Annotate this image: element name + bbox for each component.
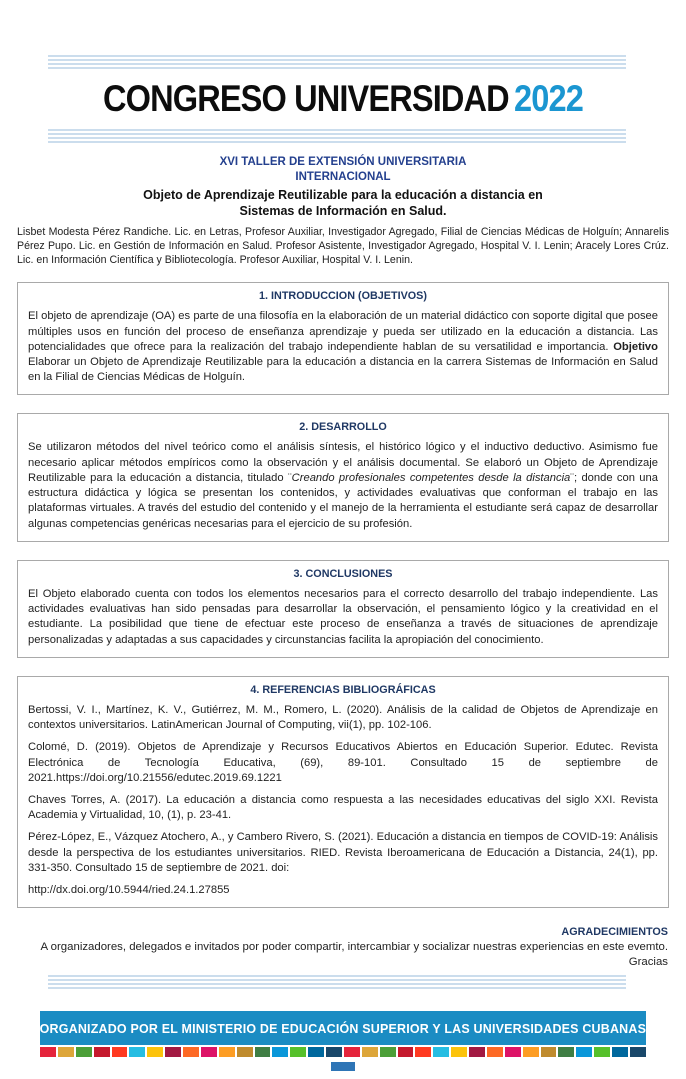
bottom-blue-dash (331, 1062, 355, 1071)
congress-title-text: CONGRESO UNIVERSIDAD (103, 78, 509, 119)
section-desarrollo-body (28, 440, 658, 531)
sdg-color-square (326, 1047, 342, 1057)
sdg-color-square (541, 1047, 557, 1057)
section-conclusiones-heading: 3. CONCLUSIONES (293, 567, 393, 580)
sdg-color-square (76, 1047, 92, 1057)
section-referencias-heading: 4. REFERENCIAS BIBLIOGRÁFICAS (250, 683, 436, 696)
sdg-color-square (219, 1047, 235, 1057)
section-conclusiones (17, 560, 669, 658)
sdg-color-square (237, 1047, 253, 1057)
section-introduccion (17, 282, 669, 395)
sdg-color-square (272, 1047, 288, 1057)
intro-text-2: Elaborar un Objeto de Aprendizaje Reutilizable para la educación a distancia en la carrera Sistemas de Información en Salud en la Filial de Ciencias Médicas de Holguín. (28, 355, 658, 384)
sdg-color-square (58, 1047, 74, 1057)
desarrollo-text-2: ¨; donde con una estructura didáctica y lógica se presentan los contenidos, y actividades evaluativas que conforman el trabajo en las plataformas virtuales. A través del estudio del contenido y el manejo de la herramienta el estudiante será capaz de desarrollar algunas competencias genéricas necesarias para el ejercicio de su profesión. (28, 471, 658, 530)
paper-title-line1: Objeto de Aprendizaje Reutilizable para la educación a distancia en (143, 187, 543, 202)
sdg-color-square (112, 1047, 128, 1057)
sdg-color-square (183, 1047, 199, 1057)
organizer-banner-text: ORGANIZADO POR EL MINISTERIO DE EDUCACIÓN SUPERIOR Y LAS UNIVERSIDADES CUBANAS (39, 1020, 647, 1036)
decorative-stripes-under-title (48, 129, 626, 143)
sdg-color-square (129, 1047, 145, 1057)
sdg-color-square (308, 1047, 324, 1057)
section-desarrollo (17, 413, 669, 541)
reference-doi-link: http://dx.doi.org/10.5944/ried.24.1.27855 (28, 884, 230, 897)
paper-title (0, 187, 686, 220)
sdg-color-square (594, 1047, 610, 1057)
section-referencias (17, 676, 669, 909)
sdg-color-square (344, 1047, 360, 1057)
section-conclusiones-body: El Objeto elaborado cuenta con todos los elementos necesarios para el correcto desarrollo del trabajo independiente. Las actividades evaluativas han sido pensadas para desarrollar la observación, el pensamiento lógico y la creatividad en el estudiante. La posibilidad que tiene de efectuar este proceso de enseñanza a través de situaciones de aprendizaje personalizadas y adaptadas a sus capacidades y circunstancias facilita la apropiación del conocimiento. (28, 587, 658, 646)
agradecimientos-heading: AGRADECIMIENTOS (561, 926, 668, 939)
poster-page (0, 55, 686, 1079)
section-desarrollo-heading: 2. DESARROLLO (299, 421, 387, 434)
sdg-color-square (505, 1047, 521, 1057)
event-title-line2: INTERNACIONAL (295, 170, 391, 183)
section-introduccion-body (28, 309, 658, 385)
sdg-color-square (469, 1047, 485, 1057)
decorative-stripes-footer (48, 975, 626, 989)
sdg-color-square (94, 1047, 110, 1057)
sdg-color-square (630, 1047, 646, 1057)
sdg-color-square (255, 1047, 271, 1057)
sdg-color-square (415, 1047, 431, 1057)
sdg-color-square (40, 1047, 56, 1057)
reference-item: Pérez-López, E., Vázquez Atochero, A., y Cambero Rivero, S. (2021). Educación a distancia en tiempos de COVID-19: Análisis desde la perspectiva de los estudiantes universitarios. RIED. Revista Iberoamericana de Educación a Distancia, 24(1), pp. 331-350. Consultado 15 de septiembre de 2021. doi: (28, 831, 658, 874)
event-title-line1: XVI TALLER DE EXTENSIÓN UNIVERSITARIA (219, 156, 467, 168)
sdg-color-square (362, 1047, 378, 1057)
sdg-color-square (433, 1047, 449, 1057)
event-title (0, 155, 686, 185)
sdg-color-square (558, 1047, 574, 1057)
sdg-color-square (576, 1047, 592, 1057)
decorative-stripes-top (48, 55, 626, 69)
intro-text-1: El objeto de aprendizaje (OA) es parte de una filosofía en la elaboración de un material didáctico con soporte digital que posee múltiples usos en función del proceso de enseñanza aprendizaje y pueda ser utilizado en la educación a distancia. Las potencialidades que ofrece para la realización del trabajo independiente hablan de su versatilidad e importancia. (28, 310, 658, 353)
sdg-color-square (612, 1047, 628, 1057)
authors-paragraph: Lisbet Modesta Pérez Randiche. Lic. en Letras, Profesor Auxiliar, Investigador Agregado, Filial de Ciencias Médicas de Holguín; Annarelis Pérez Pupo. Lic. en Gestión de Información en Salud. Profesor Asistente, Investigador Agregado, Hospital V. I. Lenin; Aracely Lores Crúz. Lic. en Información Científica y Bibliotecología. Profesor Auxiliar, Hospital V. I. Lenin. (17, 226, 669, 267)
agradecimientos-text: A organizadores, delegados e invitados por poder compartir, intercambiar y socializar nuestras experiencias en este evemto. Gracias (40, 941, 668, 969)
desarrollo-text-1: Se utilizaron métodos del nivel teórico como el análisis síntesis, el histórico lógico y el inductivo deductivo. Asimismo fue necesario aplicar métodos empíricos como la observación y el análisis documental. Se elaboró un Objeto de Aprendizaje Reutilizable para la educación a distancia, titulado ¨ (28, 441, 658, 484)
sdg-color-square (451, 1047, 467, 1057)
congress-title (41, 78, 645, 120)
paper-title-line2: Sistemas de Información en Salud. (239, 204, 447, 219)
intro-objetivo-bold: Objetivo (613, 340, 658, 353)
sdg-strip (40, 1047, 646, 1057)
sdg-color-square (398, 1047, 414, 1057)
section-introduccion-heading: 1. INTRODUCCION (OBJETIVOS) (259, 290, 427, 303)
congress-title-year: 2022 (514, 78, 583, 119)
sdg-color-square (147, 1047, 163, 1057)
reference-item: Colomé, D. (2019). Objetos de Aprendizaje y Recursos Educativos Abiertos en Educación Superior. Edutec. Revista Electrónica de Tecnología Educativa, (69), 89-101. Consultado 15 de septiembre de 2021.https://doi.org/10.21556/edutec.2019.69.1221 (28, 741, 658, 784)
reference-item: Bertossi, V. I., Martínez, K. V., Gutiérrez, M. M., Romero, L. (2020). Análisis de la calidad de Objetos de Aprendizaje en contextos universitarios. LatinAmerican Journal of Computing, vii(1), pp. 102-106. (28, 703, 658, 732)
sdg-color-square (523, 1047, 539, 1057)
sdg-color-square (380, 1047, 396, 1057)
desarrollo-italic-title: Creando profesionales competentes desde la distancia (291, 471, 571, 484)
sdg-color-square (487, 1047, 503, 1057)
organizer-banner (40, 1011, 646, 1045)
reference-item: Chaves Torres, A. (2017). La educación a distancia como respuesta a las necesidades educativas del siglo XXI. Revista Academia y Virtualidad, 10, (1), p. 23-41. (28, 793, 658, 822)
sdg-color-square (290, 1047, 306, 1057)
sdg-color-square (165, 1047, 181, 1057)
sdg-color-square (201, 1047, 217, 1057)
